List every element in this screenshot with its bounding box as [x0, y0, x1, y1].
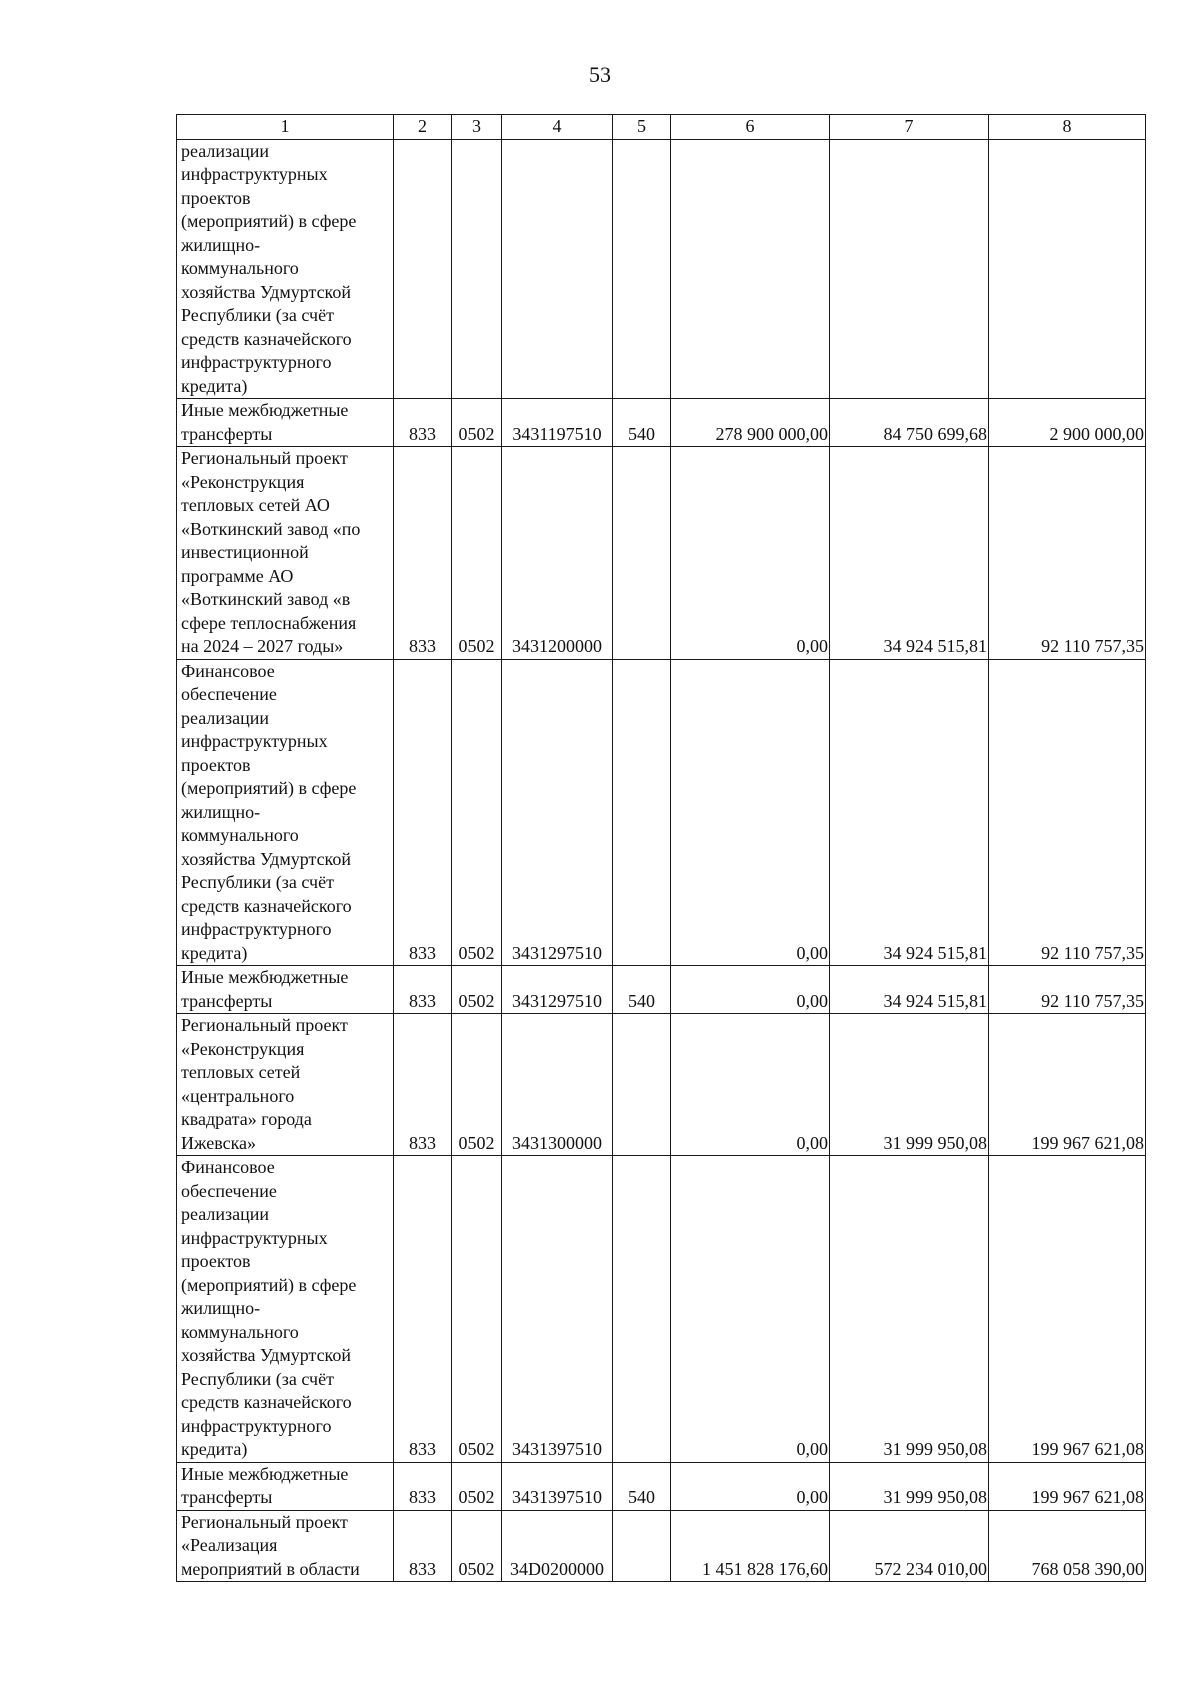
col-8-cell: 199 967 621,08 — [989, 1014, 1146, 1156]
col-5-cell: 540 — [613, 1462, 671, 1510]
col-4-cell: 3431197510 — [502, 399, 613, 447]
row-name: Иные межбюджетные трансферты — [177, 1462, 394, 1510]
col-4-cell: 3431200000 — [502, 447, 613, 660]
col-3-cell: 0502 — [452, 966, 502, 1014]
table-row — [177, 1510, 1146, 1582]
row-name: Иные межбюджетные трансферты — [177, 966, 394, 1014]
col-7-cell: 84 750 699,68 — [830, 399, 989, 447]
col-4-cell — [502, 139, 613, 399]
col-2-cell: 833 — [394, 966, 452, 1014]
col-5-cell — [613, 1156, 671, 1463]
header-cell: 7 — [830, 115, 989, 140]
col-4-cell: 34D0200000 — [502, 1510, 613, 1582]
col-5-cell — [613, 139, 671, 399]
col-5-cell — [613, 1510, 671, 1582]
col-2-cell — [394, 139, 452, 399]
col-2-cell: 833 — [394, 1462, 452, 1510]
col-5-cell: 540 — [613, 399, 671, 447]
col-7-cell: 572 234 010,00 — [830, 1510, 989, 1582]
page-number: 53 — [589, 62, 611, 87]
table-row — [177, 447, 1146, 660]
col-2-cell: 833 — [394, 447, 452, 660]
row-name: Финансовое обеспечение реализации инфраструктурных проектов (мероприятий) в сфере жилищно- коммунального хозяйства Удмуртской Республики (за счёт средств казначейского инфраструктурного кредита) — [177, 1156, 394, 1463]
col-3-cell: 0502 — [452, 1156, 502, 1463]
col-4-cell: 3431397510 — [502, 1462, 613, 1510]
col-5-cell — [613, 659, 671, 966]
col-5-cell — [613, 1014, 671, 1156]
col-3-cell: 0502 — [452, 659, 502, 966]
col-4-cell: 3431300000 — [502, 1014, 613, 1156]
table-row — [177, 1014, 1146, 1156]
col-8-cell: 199 967 621,08 — [989, 1156, 1146, 1463]
col-6-cell: 0,00 — [671, 659, 830, 966]
col-6-cell: 0,00 — [671, 447, 830, 660]
col-2-cell: 833 — [394, 1014, 452, 1156]
col-3-cell — [452, 139, 502, 399]
col-8-cell: 768 058 390,00 — [989, 1510, 1146, 1582]
table-row — [177, 966, 1146, 1014]
row-name: реализации инфраструктурных проектов (мероприятий) в сфере жилищно- коммунального хозяйства Удмуртской Республики (за счёт средств казначейского инфраструктурного кредита) — [177, 139, 394, 399]
col-3-cell: 0502 — [452, 1510, 502, 1582]
col-2-cell: 833 — [394, 1156, 452, 1463]
col-7-cell: 34 924 515,81 — [830, 966, 989, 1014]
table-header-row — [177, 115, 1146, 140]
col-8-cell: 92 110 757,35 — [989, 966, 1146, 1014]
col-6-cell: 0,00 — [671, 1014, 830, 1156]
col-6-cell: 1 451 828 176,60 — [671, 1510, 830, 1582]
row-name: Региональный проект «Реконструкция тепловых сетей АО «Воткинский завод «по инвестиционной программе АО «Воткинский завод «в сфере теплоснабжения на 2024 – 2027 годы» — [177, 447, 394, 660]
header-cell: 3 — [452, 115, 502, 140]
col-8-cell — [989, 139, 1146, 399]
row-name: Региональный проект «Реконструкция тепловых сетей «центрального квадрата» города Ижевска» — [177, 1014, 394, 1156]
col-6-cell: 0,00 — [671, 1156, 830, 1463]
table-row — [177, 659, 1146, 966]
col-7-cell: 31 999 950,08 — [830, 1156, 989, 1463]
header-cell: 6 — [671, 115, 830, 140]
col-4-cell: 3431397510 — [502, 1156, 613, 1463]
col-2-cell: 833 — [394, 1510, 452, 1582]
header-cell: 4 — [502, 115, 613, 140]
col-7-cell: 34 924 515,81 — [830, 659, 989, 966]
col-6-cell: 0,00 — [671, 1462, 830, 1510]
header-cell: 5 — [613, 115, 671, 140]
col-7-cell: 34 924 515,81 — [830, 447, 989, 660]
col-6-cell: 278 900 000,00 — [671, 399, 830, 447]
header-cell: 1 — [177, 115, 394, 140]
col-5-cell — [613, 447, 671, 660]
row-name: Иные межбюджетные трансферты — [177, 399, 394, 447]
col-8-cell: 199 967 621,08 — [989, 1462, 1146, 1510]
col-7-cell: 31 999 950,08 — [830, 1462, 989, 1510]
table-row — [177, 1156, 1146, 1463]
col-2-cell: 833 — [394, 399, 452, 447]
col-4-cell: 3431297510 — [502, 966, 613, 1014]
col-8-cell: 92 110 757,35 — [989, 659, 1146, 966]
row-name: Финансовое обеспечение реализации инфраструктурных проектов (мероприятий) в сфере жилищно- коммунального хозяйства Удмуртской Республики (за счёт средств казначейского инфраструктурного кредита) — [177, 659, 394, 966]
col-3-cell: 0502 — [452, 1014, 502, 1156]
col-2-cell: 833 — [394, 659, 452, 966]
header-cell: 8 — [989, 115, 1146, 140]
col-3-cell: 0502 — [452, 399, 502, 447]
col-6-cell — [671, 139, 830, 399]
col-3-cell: 0502 — [452, 447, 502, 660]
col-3-cell: 0502 — [452, 1462, 502, 1510]
col-4-cell: 3431297510 — [502, 659, 613, 966]
table-row — [177, 1462, 1146, 1510]
col-7-cell: 31 999 950,08 — [830, 1014, 989, 1156]
header-cell: 2 — [394, 115, 452, 140]
col-5-cell: 540 — [613, 966, 671, 1014]
col-7-cell — [830, 139, 989, 399]
col-8-cell: 2 900 000,00 — [989, 399, 1146, 447]
row-name: Региональный проект «Реализация мероприятий в области — [177, 1510, 394, 1582]
table-row — [177, 399, 1146, 447]
col-6-cell: 0,00 — [671, 966, 830, 1014]
col-8-cell: 92 110 757,35 — [989, 447, 1146, 660]
budget-table — [176, 114, 1146, 1582]
table-row — [177, 139, 1146, 399]
